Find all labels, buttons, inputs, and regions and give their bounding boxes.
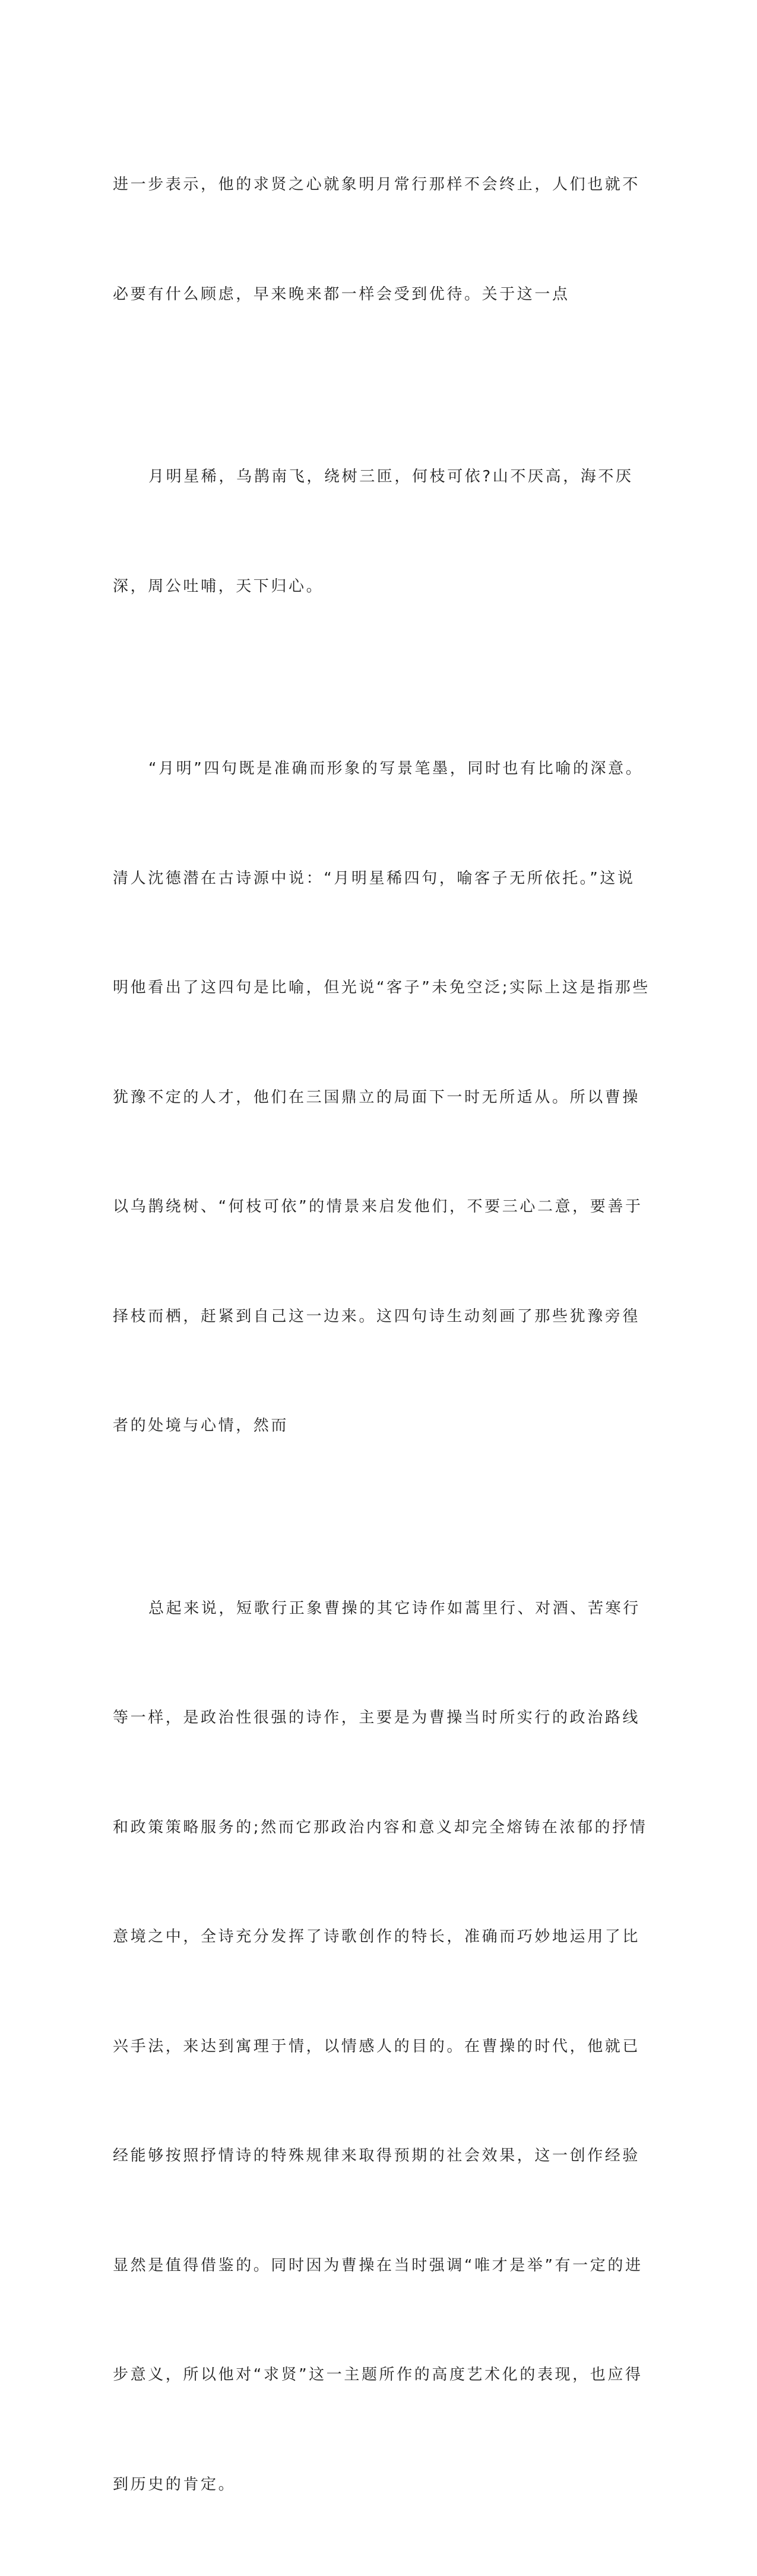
text-line: 总起来说，短歌行正象曹操的其它诗作如蒿里行、对酒、苦寒行 [113, 1591, 635, 1628]
text-line: 意境之中，全诗充分发挥了诗歌创作的特长，准确而巧妙地运用了比 [113, 1919, 635, 1956]
document-page [0, 0, 757, 979]
text-line: 步意义，所以他对“求贤”这一主题所作的高度艺术化的表现，也应得 [113, 2357, 635, 2394]
text-line: 显然是值得借鉴的。同时因为曹操在当时强调“唯才是举”有一定的进 [113, 2248, 635, 2285]
text-line: 等一样，是政治性很强的诗作，主要是为曹操当时所实行的政治路线 [113, 1700, 635, 1737]
text-line: 犹豫不定的人才，他们在三国鼎立的局面下一时无所适从。所以曹操 [113, 1080, 635, 1116]
text-line: 经能够按照抒情诗的特殊规律来取得预期的社会效果，这一创作经验 [113, 2138, 635, 2175]
text-line: 兴手法，来达到寓理于情，以情感人的目的。在曹操的时代，他就已 [113, 2029, 635, 2066]
text-line: 以乌鹊绕树、“何枝可依”的情景来启发他们，不要三心二意，要善于 [113, 1189, 635, 1226]
paragraph-2 [113, 386, 635, 678]
text-line: 深，周公吐哺，天下归心。 [113, 569, 635, 605]
text-line: “月明”四句既是准确而形象的写景笔墨，同时也有比喻的深意。 [113, 751, 635, 788]
text-line: 者的处境与心情，然而 [113, 1408, 635, 1445]
text-line: 到历史的肯定。 [113, 2467, 635, 2504]
text-line: 必要有什么顾虑，早来晚来都一样会受到优待。关于这一点 [113, 277, 635, 313]
text-line: 和政策策略服务的;然而它那政治内容和意义却完全熔铸在浓郁的抒情 [113, 1810, 635, 1847]
paragraph-3 [113, 678, 635, 1518]
text-line: 明他看出了这四句是比喻，但光说“客子”未免空泛;实际上这是指那些 [113, 970, 635, 1007]
text-line: 月明星稀，乌鹊南飞，绕树三匝，何枝可依?山不厌高，海不厌 [113, 459, 635, 496]
text-line: 择枝而栖，赶紧到自己这一边来。这四句诗生动刻画了那些犹豫旁徨 [113, 1299, 635, 1335]
paragraph-1 [113, 94, 635, 386]
paragraph-4 [113, 1518, 635, 2576]
text-line: 清人沈德潜在古诗源中说：“月明星稀四句，喻客子无所依托。”这说 [113, 861, 635, 897]
body-text [113, 94, 635, 2576]
text-line: 进一步表示，他的求贤之心就象明月常行那样不会终止，人们也就不 [113, 167, 635, 204]
